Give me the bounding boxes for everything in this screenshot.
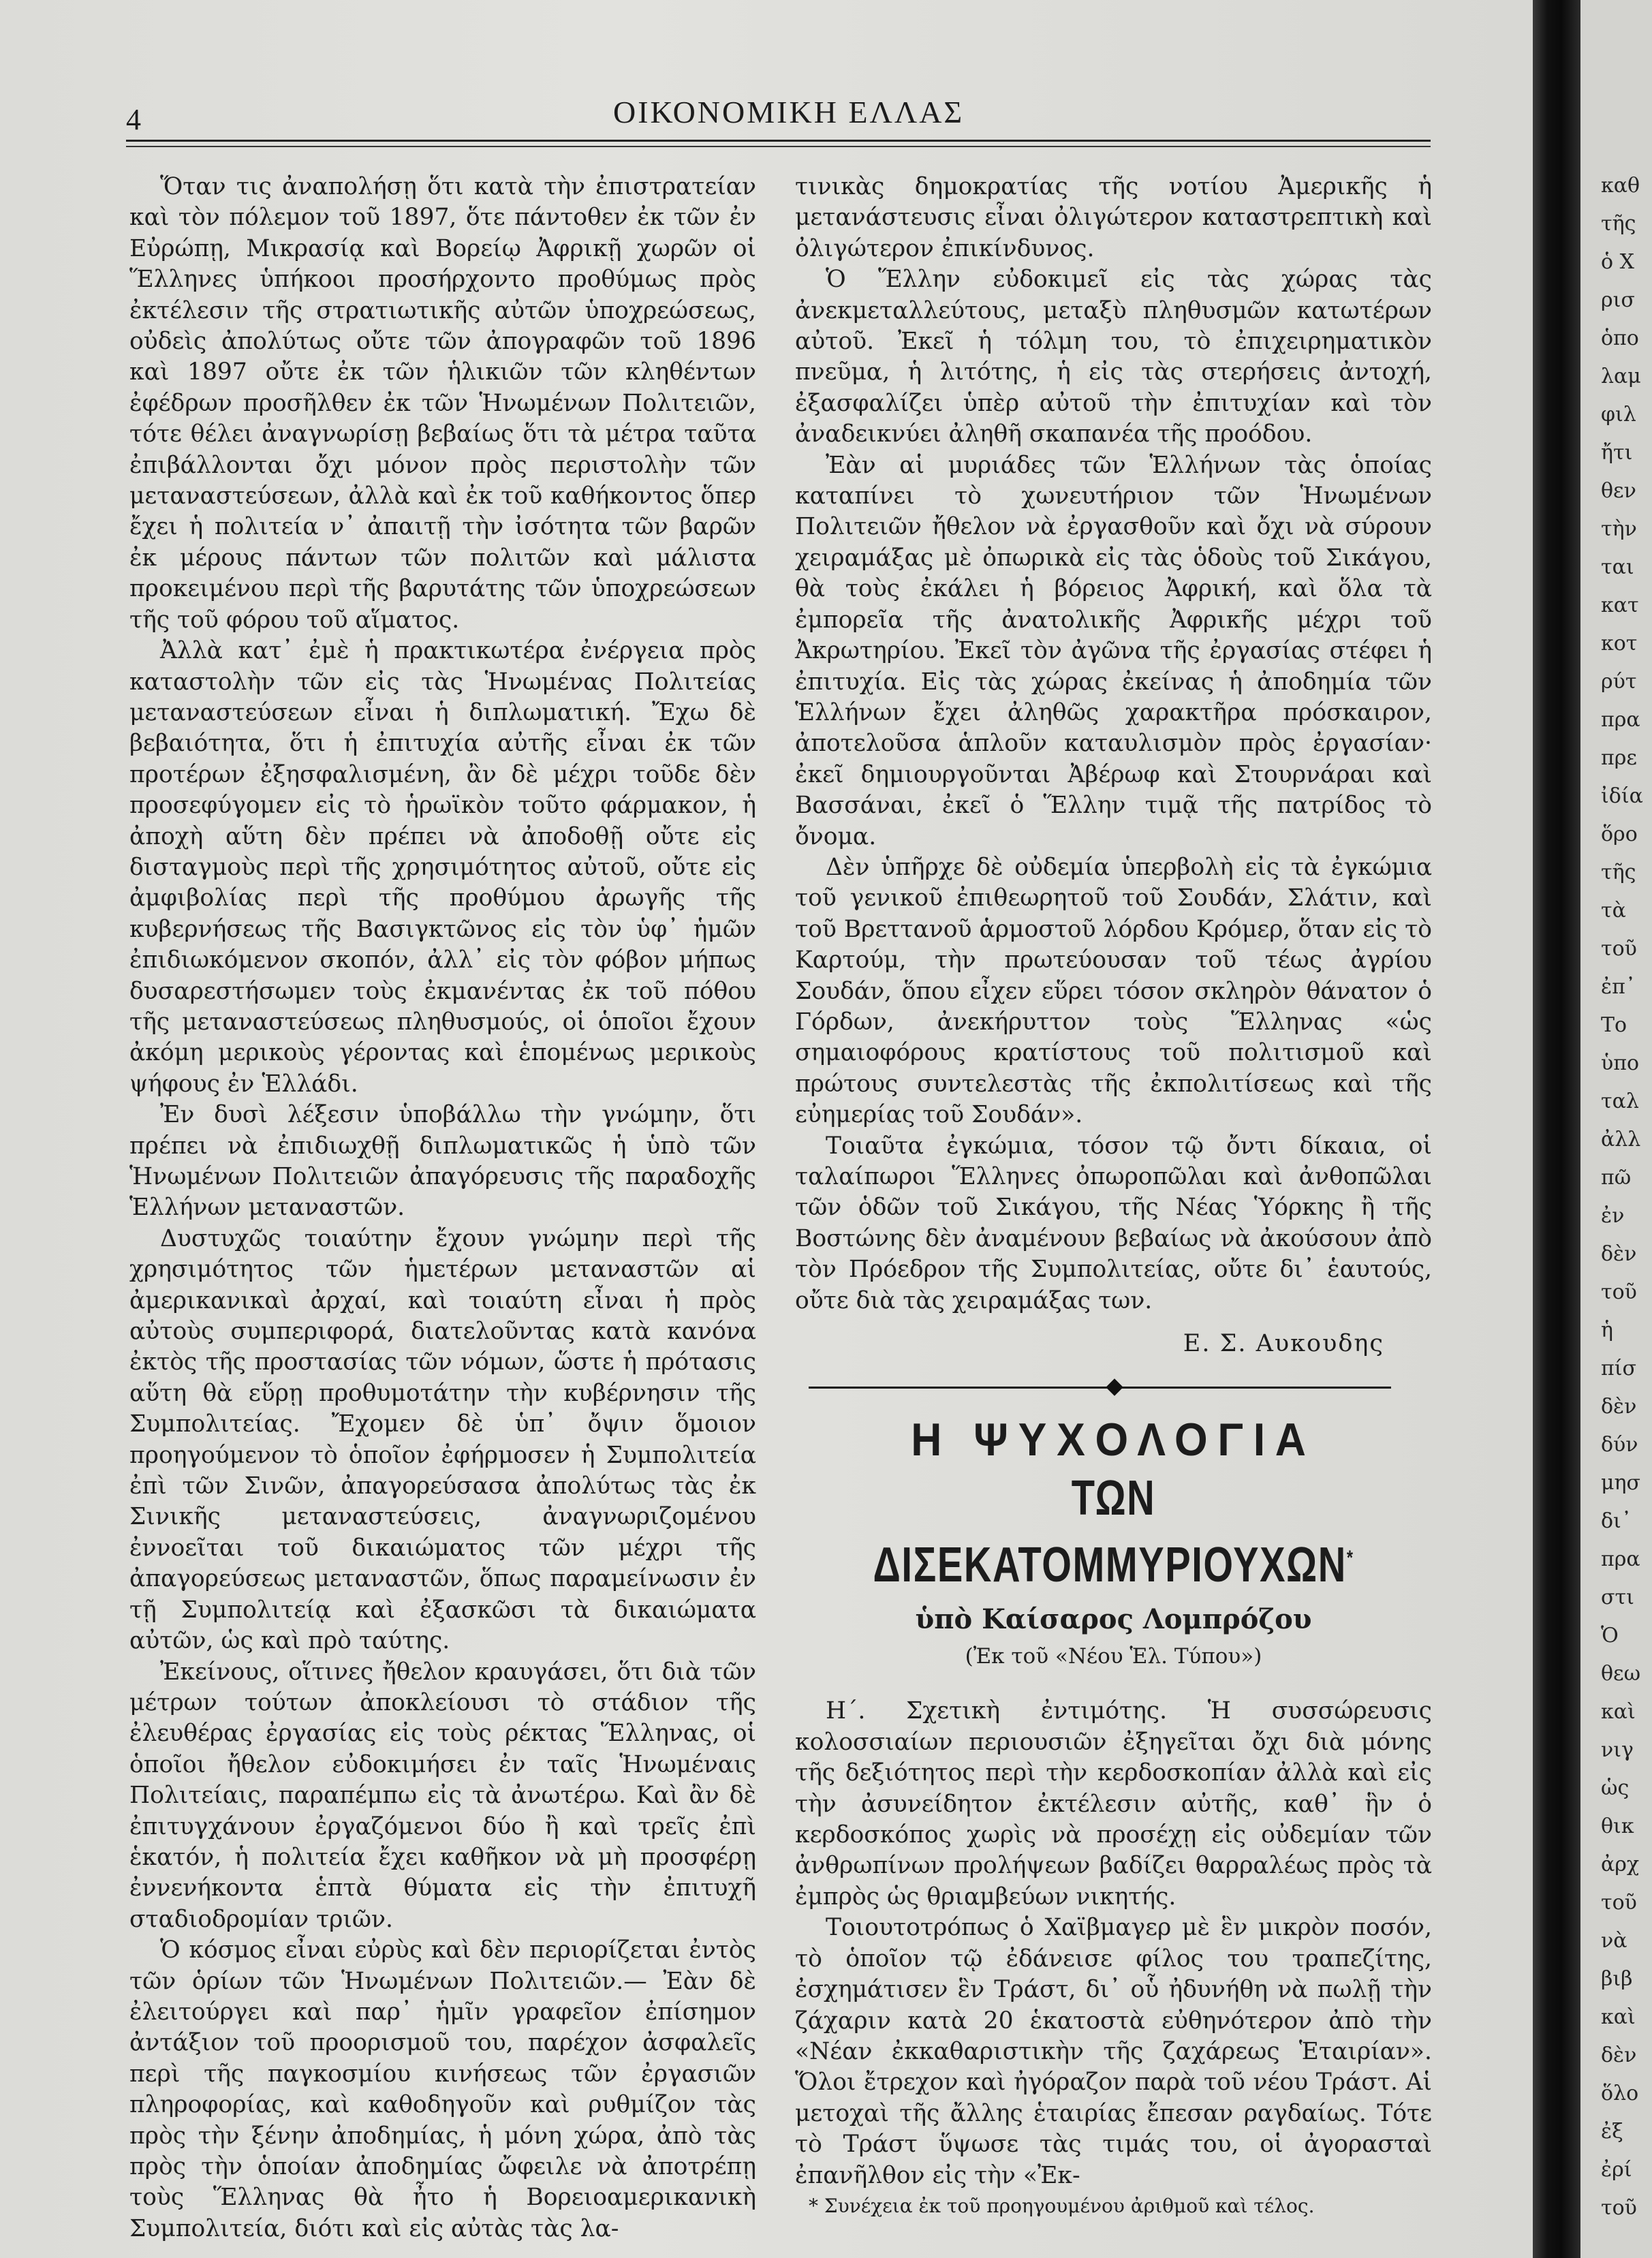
facing-page-fragment: ται (1601, 555, 1634, 579)
facing-page-fragment: λαμ (1601, 365, 1641, 388)
facing-page-fragment: ἐξ (1601, 2120, 1623, 2144)
facing-page-fragment: πῶ (1601, 1166, 1632, 1190)
facing-page-fragment: καὶ (1601, 2005, 1636, 2029)
facing-page-fragment: κοτ (1601, 632, 1638, 655)
footnote: * Συνέχεια ἐκ τοῦ προηγουμένου ἀριθμοῦ καὶ τέλος. (809, 2194, 1315, 2217)
facing-page-fragment: ὅρο (1601, 822, 1638, 846)
facing-page-fragment: μησ (1601, 1471, 1640, 1495)
facing-page-fragment: ρύτ (1601, 670, 1637, 694)
facing-page-fragment: δι᾽ (1601, 1509, 1632, 1533)
article-paragraph: Ἀλλὰ κατ᾽ ἐμὲ ἡ πρακτικωτέρα ἐνέργεια πρὸς καταστολὴν τῶν εἰς τὰς Ἡνωμένας Πολιτείας μεταναστεύσεων εἶναι ἡ διπλωματική. Ἔχω δὲ βεβαιότητα, ὅτι ἡ ἐπιτυχία αὐτῆς εἶναι ἐκ τῶν προτέρων ἐξησφαλισμένη, ἂν δὲ μέχρι τοῦδε δὲν προσεφύγομεν εἰς τὸ ἡρωϊκὸν τοῦτο φάρμακον, ἡ ἀποχὴ αὕτη δὲν πρέπει νὰ ἀποδοθῇ οὔτε εἰς δισταγμοὺς περὶ τῆς χρησιμότητος αὐτοῦ, οὔτε εἰς ἀμφιβολίας περὶ τῆς προθύμου ἀρωγῆς τῆς κυβερνήσεως τῆς Βασιγκτῶνος εἰς τὸν ὑφ᾽ ἡμῶν ἐπιδιωκόμενον σκοπόν, ἀλλ᾽ εἰς τὸν φόβον μήπως δυσαρεστήσωμεν τοὺς ἐκμανέντας ἐκ τοῦ πόθου τῆς μεταναστεύσεως πληθυσμούς, οἱ ὁποῖοι ἔχουν ἀκόμη μερικοὺς γέροντας καὶ ἑπομένως μερικοὺς ψήφους ἐν Ἑλλάδι. (129, 637, 756, 1098)
facing-page-fragment: δὲν (1601, 2043, 1637, 2067)
facing-page-fragment: ὁ Χ (1601, 250, 1634, 274)
facing-page-fragment: δὲν (1601, 1242, 1637, 1266)
facing-page-fragment: ὡς (1601, 1776, 1630, 1800)
facing-page-fragment: τῆς (1601, 861, 1636, 884)
article-paragraph: Τοιουτοτρόπως ὁ Χαϊβμαγερ μὲ ἓν μικρὸν ποσόν, τὸ ὁποῖον τῷ ἐδάνεισε φίλος του τραπεζίτης, ἐσχημάτισεν ἓν Τράστ, δι᾽ οὗ ἠδυνήθη νὰ πωλῇ τὴν ζάχαριν κατὰ 20 ἑκατοστὰ εὐθηνότερον ἀπὸ τὴν «Νέαν ἐκκαθαριστικὴν τῆς ζαχάρεως Ἑταιρίαν». Ὅλοι ἔτρεχον καὶ ἠγόραζον παρὰ τοῦ νέου Τράστ. Αἱ μετοχαὶ τῆς ἄλλης ἑταιρίας ἔπεσαν ραγδαίως. Τότε τὸ Τράστ ὕψωσε τὰς τιμάς του, οἱ ἀγορασταὶ ἐπανῆλθον εἰς τὴν «Ἐκ- (795, 1914, 1432, 2189)
article-paragraph: Ὁ κόσμος εἶναι εὐρὺς καὶ δὲν περιορίζεται ἐντὸς τῶν ὁρίων τῶν Ἡνωμένων Πολιτειῶν.— Ἐὰν δὲ ἐλειτούργει καὶ παρ᾽ ἡμῖν γραφεῖον ἐπίσημον ἀντάξιον τοῦ προορισμοῦ του, παρέχον ἀσφαλεῖς περὶ τῆς παγκοσμίου κινήσεως τῶν ἐργασιῶν πληροφορίας, καὶ καθοδηγοῦν καὶ ρυθμίζον τὰς πρὸς τὴν ξένην ἀποδημίας, ἡ μόνη χώρα, ἀπὸ τὰς πρὸς τὴν ὁποίαν ἀποδημίας ὤφειλε νὰ ἀποτρέπῃ τοὺς Ἕλληνας θὰ ἦτο ἡ Βορειοαμερικανικὴ Συμπολιτεία, διότι καὶ εἰς αὐτὰς τὰς λα- (129, 1936, 756, 2242)
running-title: ΟΙΚΟΝΟΜΙΚΗ ΕΛΛΑΣ (613, 95, 965, 129)
facing-page-fragment: Το (1601, 1013, 1627, 1037)
facing-page-fragment: στι (1601, 1586, 1634, 1609)
article-paragraph: Ἐκείνους, οἵτινες ἤθελον κραυγάσει, ὅτι διὰ τῶν μέτρων τούτων ἀποκλείουσι τὸ στάδιον τῆς ἐλευθέρας ἐργασίας εἰς τοὺς ρέκτας Ἕλληνας, οἱ ὁποῖοι ἤθελον εὐδοκιμήσει ἐν ταῖς Ἡνωμέναις Πολιτείαις, παραπέμπω εἰς τὰ ἀνωτέρω. Καὶ ἂν δὲ ἐπιτυγχάνουν ἐργαζόμενοι δύο ἢ καὶ τρεῖς ἐπὶ ἑκατόν, ἡ πολιτεία ἔχει καθῆκον νὰ μὴ προσφέρῃ ἐννενήκοντα ἑπτὰ θύματα εἰς τὴν ἐπιτυχῆ σταδιοδρομίαν τριῶν. (129, 1658, 756, 1933)
facing-page-fragment: ἀλλ (1601, 1128, 1641, 1151)
facing-page-fragment: ὑπο (1601, 1051, 1640, 1075)
facing-page-fragment: πρα (1601, 1547, 1640, 1571)
continued-paragraph: τινικὰς δημοκρατίας τῆς νοτίου Ἀμερικῆς ἡ μετανάστευσις εἶναι ὀλιγώτερον καταστρεπτικὴ καὶ ὀλιγώτερον ἐπικίνδυνος. (795, 173, 1432, 262)
facing-page-fragment: τοῦ (1601, 1280, 1637, 1304)
article-paragraph: Ὅταν τις ἀναπολήσῃ ὅτι κατὰ τὴν ἐπιστρατείαν καὶ τὸν πόλεμον τοῦ 1897, ὅτε πάντοθεν ἐκ τῶν ἐν Εὐρώπῃ, Μικρασίᾳ καὶ Βορείῳ Ἀφρικῇ χωρῶν οἱ Ἕλληνες ὑπήκοοι προσήρχοντο προθύμως πρὸς ἐκτέλεσιν τῆς στρατιωτικῆς αὐτῶν ὑποχρεώσεως, οὐδεὶς ἀπολύτως οὔτε τῶν ἀπογραφῶν τοῦ 1896 καὶ 1897 οὔτε ἐκ τῶν ἡλικιῶν τῶν κληθέντων ἐφέδρων προσῆλθεν ἐκ τῶν Ἡνωμένων Πολιτειῶν, τότε θέλει ἀναγνωρίσῃ βεβαίως ὅτι τὰ μέτρα ταῦτα ἐπιβάλλονται ὄχι μόνον πρὸς περιστολὴν τῶν μεταναστεύσεων, ἀλλὰ καὶ ἐκ τοῦ καθήκοντος ὅπερ ἔχει ἡ πολιτεία ν᾽ ἀπαιτῇ τὴν ἰσότητα τῶν βαρῶν ἐκ μέρους πάντων τῶν πολιτῶν καὶ μάλιστα προκειμένου περὶ τῆς βαρυτάτης τῶν ὑποχρεώσεων τῆς τοῦ φόρου τοῦ αἵματος. (129, 173, 756, 634)
article-paragraph: Ὁ Ἕλλην εὐδοκιμεῖ εἰς τὰς χώρας τὰς ἀνεκμεταλλεύτους, μεταξὺ πληθυσμῶν κατωτέρων αὐτοῦ. Ἐκεῖ ἡ τόλμη του, τὸ ἐπιχειρηματικὸν πνεῦμα, ἡ λιτότης, ἡ εἰς τὰς στερήσεις ἀντοχή, ἐξασφαλίζει ὑπὲρ αὐτοῦ τὴν ἐπιτυχίαν καὶ τὸν ἀναδεικνύει ἀληθῆ σκαπανέα τῆς προόδου. (795, 266, 1432, 448)
facing-page-edge (1580, 0, 1652, 2258)
facing-page-fragment: βιβ (1601, 1967, 1633, 1991)
facing-page-fragment: φιλ (1601, 403, 1636, 427)
facing-page-fragment: ἤτι (1601, 441, 1633, 465)
facing-page-fragment: τὴν (1601, 517, 1637, 541)
facing-page-fragment: θικ (1601, 1814, 1634, 1838)
facing-page-fragment: καὶ (1601, 1700, 1636, 1724)
header-rule (126, 140, 1431, 142)
facing-page-fragment: πρα (1601, 708, 1640, 732)
facing-page-fragment: θεω (1601, 1662, 1641, 1686)
facing-page-fragment: δὲν (1601, 1395, 1637, 1419)
facing-page-fragment: ἐπ᾽ (1601, 975, 1636, 999)
facing-page-fragment: θεν (1601, 479, 1636, 503)
divider-line (809, 1387, 1391, 1389)
book-gutter (1533, 0, 1580, 2258)
facing-page-fragment: Ὁ (1601, 1624, 1619, 1648)
headline-line-1: Η ΨΥΧΟΛΟΓΙΑ (911, 1414, 1316, 1466)
facing-page-fragment: καθ (1601, 174, 1640, 198)
facing-page-fragment: ταλ (1601, 1089, 1639, 1113)
facing-page-fragment: τοῦ (1601, 937, 1637, 961)
facing-page-fragment: τοῦ (1601, 2196, 1637, 2220)
article-paragraph: Δὲν ὑπῆρχε δὲ οὐδεμία ὑπερβολὴ εἰς τὰ ἐγκώμια τοῦ γενικοῦ ἐπιθεωρητοῦ τοῦ Σουδάν, Σλάτιν, καὶ τοῦ Βρεττανοῦ ἁρμοστοῦ λόρδου Κρόμερ, ὅταν εἰς τὸ Καρτούμ, τὴν πρωτεύουσαν τοῦ τέως ἀγρίου Σουδάν, ὅπου εἶχεν εὕρει τόσον σκληρὸν θάνατον ὁ Γόρδων, ἀνεκήρυττον τοὺς Ἕλληνας «ὡς σημαιοφόρους κρατίστους τοῦ πολιτισμοῦ καὶ πρώτους συντελεστὰς τῆς ἐκπολιτίσεως καὶ τῆς εὐημερίας τοῦ Σουδάν». (795, 853, 1432, 1129)
author-signature: Ε. Σ. Αυκουδης (1183, 1330, 1384, 1358)
header-rule-thin (126, 146, 1431, 147)
facing-page-fragment: τῆς (1601, 212, 1636, 236)
article-paragraph: Ἐὰν αἱ μυριάδες τῶν Ἑλλήνων τὰς ὁποίας καταπίνει τὸ χωνευτήριον τῶν Ἡνωμένων Πολιτειῶν ἤθελον νὰ ἐργασθοῦν καὶ ὄχι νὰ σύρουν χειραμάξας μὲ ὀπωρικὰ εἰς τὰς ὁδοὺς τοῦ Σικάγου, θὰ τοὺς ἐκάλει ἡ βόρειος Ἀφρική, καὶ ὅλα τὰ ἐμπορεῖα τῆς ἀνατολικῆς Ἀφρικῆς μέχρι τοῦ Ἀκρωτηρίου. Ἐκεῖ τὸν ἀγῶνα τῆς ἐργασίας στέφει ἡ ἐπιτυχία. Εἰς τὰς χώρας ἐκείνας ἡ ἀποδημία τῶν Ἑλλήνων ἔχει ἀληθῶς χαρακτῆρα πρόσκαιρον, ἀποτελοῦσα ἁπλοῦν καταυλισμὸν πρὸς ἐργασίαν· ἐκεῖ δημιουργοῦνται Ἀβέρωφ καὶ Στουρνάραι καὶ Βασσάναι, ἐκεῖ ὁ Ἕλλην τιμᾷ τῆς πατρίδος τὸ ὄνομα. (795, 451, 1432, 850)
facing-page-fragment: ἰδία (1601, 784, 1643, 808)
section-divider (795, 1377, 1432, 1397)
facing-page-fragment: κατ (1601, 593, 1639, 617)
facing-page-fragment: ὅλο (1601, 2082, 1639, 2105)
article-paragraph: Τοιαῦτα ἐγκώμια, τόσον τῷ ὄντι δίκαια, οἱ ταλαίπωροι Ἕλληνες ὀπωροπῶλαι καὶ ἀνθοπῶλαι τῶν ὁδῶν τοῦ Σικάγου, τῆς Νέας Ὑόρκης ἢ τῆς Βοστώνης δὲν ἀναμένουν βεβαίως νὰ ἀκούσουν ἀπὸ τὸν Πρόεδρον τῆς Συμπολιτείας, οὔτε δι᾽ ἑαυτούς, οὔτε διὰ τὰς χειραμάξας των. (795, 1132, 1432, 1314)
headline-text: ΤΩΝ ΔΙΣΕΚΑΤΟΜΜΥΡΙΟΥΧΩΝ (873, 1471, 1347, 1593)
facing-page-fragment: τοῦ (1601, 1891, 1637, 1915)
facing-page-fragment: νιγ (1601, 1738, 1634, 1762)
divider-ornament (1106, 1379, 1123, 1396)
facing-page-fragment: ἐρί (1601, 2158, 1632, 2182)
headline-line-2 (865, 1468, 1362, 1595)
facing-page-fragment: ρισ (1601, 288, 1635, 312)
facing-page-fragment: πίσ (1601, 1357, 1636, 1380)
article-paragraph: Ἐν δυσὶ λέξεσιν ὑποβάλλω τὴν γνώμην, ὅτι πρέπει νὰ ἐπιδιωχθῇ διπλωματικῶς ἡ ὑπὸ τῶν Ἡνωμένων Πολιτειῶν ἀπαγόρευσις τῆς παραδοχῆς Ἑλλήνων μεταναστῶν. (129, 1101, 756, 1222)
facing-page-fragment: δύν (1601, 1433, 1638, 1457)
facing-page-fragment: τὰ (1601, 899, 1626, 923)
facing-page-fragment: νὰ (1601, 1929, 1627, 1953)
facing-page-fragment: πρε (1601, 746, 1637, 770)
left-column (129, 172, 756, 2244)
byline: ὑπὸ Καίσαρος Λομπρόζου (915, 1603, 1312, 1636)
facing-page-fragment: ἐν (1601, 1204, 1625, 1228)
footnote-marker: * (1346, 1547, 1354, 1570)
article-paragraph: Δυστυχῶς τοιαύτην ἔχουν γνώμην περὶ τῆς χρησιμότητος τῶν ἡμετέρων μεταναστῶν αἱ ἀμερικανικαὶ ἀρχαί, καὶ τοιαύτη εἶναι ἡ πρὸς αὐτοὺς συμπεριφορά, διατελοῦντας κατὰ κανόνα ἐκτὸς τῆς προστασίας τῶν νόμων, ὥστε ἡ πρότασις αὕτη θὰ εὕρῃ προθυμοτάτην τὴν κυβέρνησιν τῆς Συμπολιτείας. Ἔχομεν δὲ ὑπ᾽ ὄψιν ὅμοιον προηγούμενον τὸ ὁποῖον ἐφήρμοσεν ἡ Συμπολιτεία ἐπὶ τῶν Σινῶν, ἀπαγορεύσασα ἀπολύτως τὰς ἐκ Σινικῆς μεταναστεύσεις, ἀναγνωριζομένου ἐννοεῖται τοῦ δικαιώματος τῶν μέχρι τῆς ἀπαγορεύσεως μεταναστῶν, ὅπως παραμείνωσιν ἐν τῇ Συμπολιτείᾳ καὶ ἐξασκῶσι τὰ δικαιώματα αὐτῶν, ὡς καὶ πρὸ ταύτης. (129, 1224, 756, 1655)
article-paragraph: Η΄. Σχετικὴ ἐντιμότης. Ἡ συσσώρευσις κολοσσιαίων περιουσιῶν ἐξηγεῖται ὄχι διὰ μόνης τῆς δεξιότητος περὶ τὴν κερδοσκοπίαν ἀλλὰ καὶ εἰς τὴν ἀσυνείδητον ἐκτέλεσιν αὐτῆς, καθ᾽ ἣν ὁ κερδοσκόπος χωρὶς νὰ προσέχῃ εἰς οὐδεμίαν τῶν ἀνθρωπίνων προλήψεων βαδίζει θαρραλέως πρὸς τὰ ἐμπρὸς ὡς θριαμβεύων νικητής. (795, 1697, 1432, 1911)
facing-page-fragment: ἀρχ (1601, 1853, 1640, 1876)
page-number: 4 (126, 103, 141, 136)
source-note: (Ἐκ τοῦ «Νέου Ἑλ. Τύπου») (965, 1644, 1262, 1669)
facing-page-fragment: ἡ (1601, 1318, 1613, 1342)
facing-page-fragment: ὁπο (1601, 326, 1639, 350)
right-column (795, 172, 1432, 2218)
